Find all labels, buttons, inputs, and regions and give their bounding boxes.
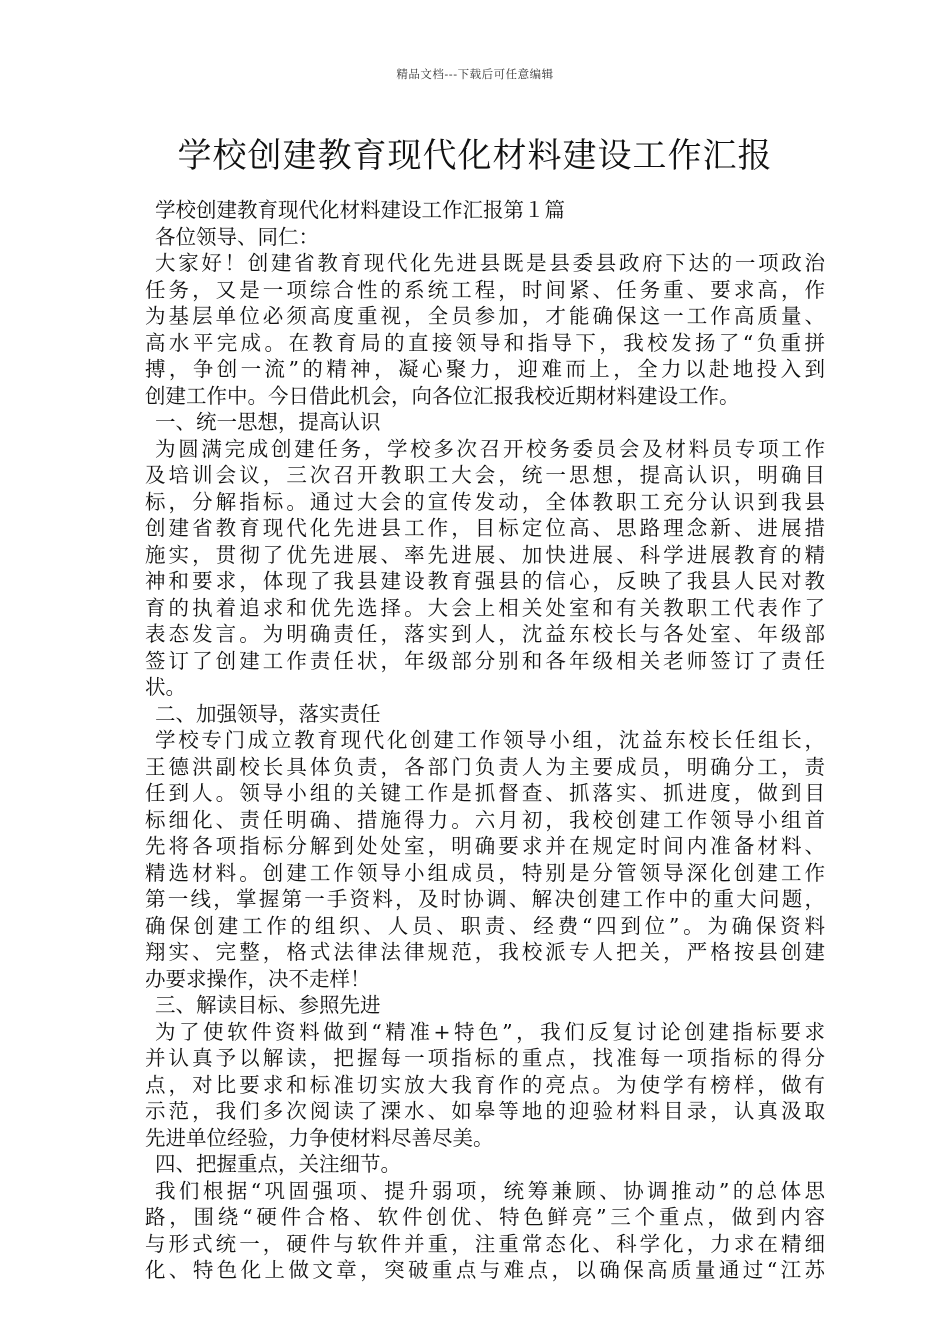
paragraph-line: 并认真予以解读，把握每一项指标的重点，找准每一项指标的得分 — [145, 1046, 825, 1070]
paragraph-line: 与形式统一，硬件与软件并重，注重常态化、科学化，力求在精细 — [145, 1231, 825, 1256]
paragraph-line: 示范，我们多次阅读了溧水、如皋等地的迎验材料目录，认真汲取 — [145, 1099, 825, 1123]
header-note: 精品文档---下载后可任意编辑 — [396, 67, 554, 81]
paragraph-line: 施实，贯彻了优先进展、率先进展、加快进展、科学进展教育的精 — [145, 542, 825, 567]
paragraph-line: 王德洪副校长具体负责，各部门负责人为主要成员，明确分工，责 — [145, 754, 825, 779]
paragraph-line: 高水平完成。在教育局的直接领导和指导下，我校发扬了“负重拼 — [145, 330, 825, 355]
paragraph-line: 我们根据“巩固强项、提升弱项，统筹兼顾、协调推动”的总体思 — [155, 1178, 825, 1203]
paragraph-line: 任到人。领导小组的关键工作是抓督查、抓落实、抓进度，做到目 — [145, 781, 825, 805]
section-heading-line: 各位领导、同仁： — [155, 224, 319, 249]
section-heading-line: 一、统一思想，提高认识 — [155, 410, 381, 434]
paragraph-line: 签订了创建工作责任状，年级部分别和各年级相关老师签订了责任 — [145, 648, 825, 673]
paragraph-line: 化、特色化上做文章，突破重点与难点，以确保高质量通过“江苏 — [145, 1258, 825, 1282]
paragraph-line: 先将各项指标分解到处处室，明确要求并在规定时间内准备材料、 — [145, 834, 825, 858]
paragraph-line: 神和要求，体现了我县建设教育强县的信心，反映了我县人民对教 — [145, 569, 825, 593]
paragraph-line: 搏，争创一流”的精神，凝心聚力，迎难而上，全力以赴地投入到 — [145, 357, 825, 381]
document-body — [145, 197, 825, 1284]
section-heading-line: 四、把握重点，关注细节。 — [155, 1152, 401, 1176]
section-heading-line: 二、加强领导，落实责任 — [155, 701, 381, 726]
paragraph-line: 表态发言。为明确责任，落实到人，沈益东校长与各处室、年级部 — [145, 622, 825, 646]
paragraph-line: 标，分解指标。通过大会的宣传发动，全体教职工充分认识到我县 — [145, 489, 825, 514]
paragraph-line: 学校专门成立教育现代化创建工作领导小组，沈益东校长任组长， — [155, 728, 825, 752]
paragraph-line: 路，围绕“硬件合格、软件创优、特色鲜亮”三个重点，做到内容 — [145, 1205, 825, 1229]
paragraph-line: 先进单位经验，力争使材料尽善尽美。 — [145, 1125, 494, 1150]
paragraph-line: 办要求操作，决不走样！ — [145, 966, 371, 991]
paragraph-line: 第一线，掌握第一手资料，及时协调、解决创建工作中的重大问题， — [145, 887, 825, 911]
paragraph-line: 点，对比要求和标准切实放大我育作的亮点。为使学有榜样，做有 — [145, 1072, 825, 1097]
paragraph-line: 确保创建工作的组织、人员、职责、经费“四到位”。为确保资料 — [145, 913, 825, 938]
document-title: 学校创建教育现代化材料建设工作汇报 — [177, 136, 773, 176]
section-heading-line: 学校创建教育现代化材料建设工作汇报第１篇 — [155, 198, 565, 222]
paragraph-line: 大家好！创建省教育现代化先进县既是县委县政府下达的一项政治 — [155, 251, 825, 275]
paragraph-line: 育的执着追求和优先选择。大会上相关处室和有关教职工代表作了 — [145, 595, 825, 620]
paragraph-line: 翔实、完整，格式法律法律规范，我校派专人把关，严格按县创建 — [145, 940, 825, 964]
paragraph-line: 为了使软件资料做到“精准+特色”，我们反复讨论创建指标要求 — [155, 1019, 825, 1044]
section-heading-line: 三、解读目标、参照先进 — [155, 993, 381, 1017]
paragraph-line: 精选材料。创建工作领导小组成员，特别是分管领导深化创建工作 — [145, 860, 825, 885]
paragraph-line: 标细化、责任明确、措施得力。六月初，我校创建工作领导小组首 — [145, 807, 825, 832]
paragraph-line: 为圆满完成创建任务，学校多次召开校务委员会及材料员专项工作 — [155, 436, 825, 461]
paragraph-line: 创建工作中。今日借此机会，向各位汇报我校近期材料建设工作。 — [145, 383, 740, 408]
paragraph-line: 为基层单位必须高度重视，全员参加，才能确保这一工作高质量、 — [145, 304, 825, 328]
paragraph-line: 创建省教育现代化先进县工作，目标定位高、思路理念新、进展措 — [145, 516, 825, 540]
paragraph-line: 状。 — [145, 675, 186, 699]
paragraph-line: 及培训会议，三次召开教职工大会，统一思想，提高认识，明确目 — [145, 463, 825, 487]
paragraph-line: 任务，又是一项综合性的系统工程，时间紧、任务重、要求高，作 — [145, 277, 825, 302]
